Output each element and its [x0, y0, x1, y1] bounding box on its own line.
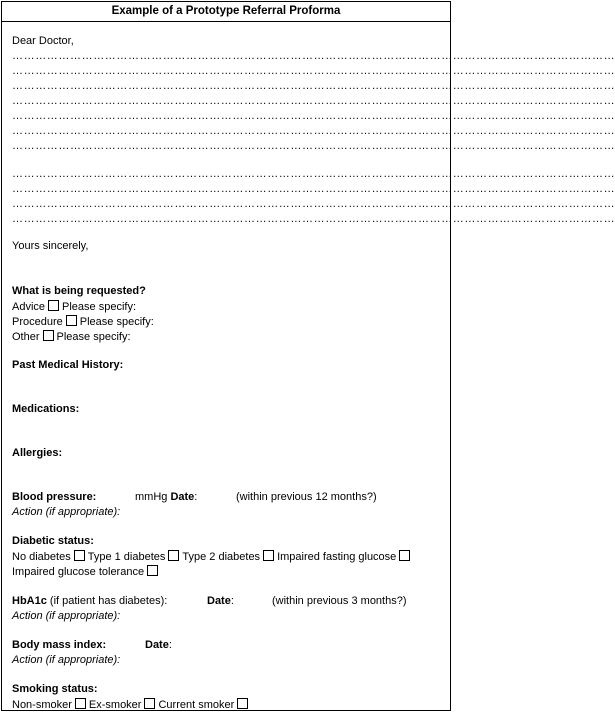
- bmi-date: [145, 639, 172, 652]
- advice-checkbox[interactable]: [48, 300, 59, 311]
- closing: Yours sincerely,: [12, 240, 89, 252]
- hba1c-label: HbA1c: [12, 595, 47, 607]
- other-checkbox[interactable]: [43, 330, 54, 341]
- ifg-checkbox[interactable]: [399, 550, 410, 561]
- bmi-action: Action (if appropriate):: [12, 654, 121, 666]
- dotted-line[interactable]: …………………………………………………………………………………………………………………………………………: [12, 140, 615, 152]
- bp-date-label: Date: [170, 491, 195, 503]
- igt-label: Impaired glucose tolerance: [12, 566, 145, 578]
- dotted-line[interactable]: …………………………………………………………………………………………………………………………………………: [12, 95, 615, 107]
- advice-label: Advice: [12, 301, 46, 313]
- procedure-label: Procedure: [12, 316, 63, 328]
- hba1c-row: [12, 595, 167, 608]
- dotted-line[interactable]: …………………………………………………………………………………………………………………………………………: [12, 80, 615, 92]
- blood-pressure-label: Blood pressure:: [12, 491, 97, 503]
- allergies-heading: Allergies:: [12, 447, 63, 459]
- hba1c-window: (within previous 3 months?): [272, 595, 407, 607]
- current-smoker-label: Current smoker: [158, 699, 235, 711]
- ex-smoker-checkbox[interactable]: [144, 698, 155, 709]
- no-diabetes-label: No diabetes: [12, 551, 71, 563]
- bp-date-colon: :: [194, 491, 198, 503]
- dotted-line[interactable]: …………………………………………………………………………………………………………………………………………: [12, 65, 615, 77]
- request-other-row: [12, 330, 131, 344]
- dotted-line[interactable]: …………………………………………………………………………………………………………………………………………: [12, 198, 615, 210]
- other-label: Other: [12, 331, 40, 343]
- hba1c-date-colon: :: [230, 595, 234, 607]
- bmi-date-colon: :: [168, 639, 172, 651]
- diabetic-options-row-2: [12, 565, 161, 579]
- other-specify-label: Please specify:: [56, 331, 131, 343]
- dotted-line[interactable]: …………………………………………………………………………………………………………………………………………: [12, 168, 615, 180]
- bp-action: Action (if appropriate):: [12, 506, 121, 518]
- hba1c-date: [207, 595, 234, 608]
- type2-label: Type 2 diabetes: [182, 551, 261, 563]
- salutation: Dear Doctor,: [12, 35, 74, 47]
- hba1c-qualifier: (if patient has diabetes):: [49, 595, 168, 607]
- diabetic-options-row: [12, 550, 413, 564]
- past-medical-history-heading: Past Medical History:: [12, 359, 124, 371]
- igt-checkbox[interactable]: [147, 565, 158, 576]
- bmi-label: Body mass index:: [12, 639, 107, 651]
- hba1c-action: Action (if appropriate):: [12, 610, 121, 622]
- type1-checkbox[interactable]: [168, 550, 179, 561]
- dotted-line[interactable]: …………………………………………………………………………………………………………………………………………: [12, 50, 615, 62]
- procedure-specify-label: Please specify:: [79, 316, 154, 328]
- dotted-line[interactable]: …………………………………………………………………………………………………………………………………………: [12, 110, 615, 122]
- request-heading: What is being requested?: [12, 285, 146, 297]
- diabetic-status-heading: Diabetic status:: [12, 535, 94, 547]
- current-smoker-checkbox[interactable]: [237, 698, 248, 709]
- no-diabetes-checkbox[interactable]: [74, 550, 85, 561]
- request-advice-row: [12, 300, 136, 314]
- smoking-status-heading: Smoking status:: [12, 683, 98, 695]
- procedure-checkbox[interactable]: [66, 315, 77, 326]
- medications-heading: Medications:: [12, 403, 80, 415]
- type1-label: Type 1 diabetes: [87, 551, 166, 563]
- smoking-options-row: [12, 698, 251, 712]
- bp-unit: mmHg: [135, 491, 168, 503]
- proforma-frame: [1, 1, 615, 711]
- ex-smoker-label: Ex-smoker: [88, 699, 142, 711]
- bp-window: (within previous 12 months?): [236, 491, 377, 503]
- ifg-label: Impaired fasting glucose: [277, 551, 397, 563]
- type2-checkbox[interactable]: [263, 550, 274, 561]
- dotted-line[interactable]: …………………………………………………………………………………………………………………………………………: [12, 125, 615, 137]
- dotted-line[interactable]: …………………………………………………………………………………………………………………………………………: [12, 183, 615, 195]
- bmi-date-label: Date: [145, 639, 169, 651]
- document-title: Example of a Prototype Referral Proforma: [2, 2, 450, 22]
- dotted-line[interactable]: …………………………………………………………………………………………………………………………………………: [12, 213, 615, 225]
- request-procedure-row: [12, 315, 154, 329]
- non-smoker-checkbox[interactable]: [75, 698, 86, 709]
- hba1c-date-label: Date: [207, 595, 231, 607]
- non-smoker-label: Non-smoker: [12, 699, 72, 711]
- advice-specify-label: Please specify:: [62, 301, 137, 313]
- blood-pressure-unit-date: [135, 491, 197, 504]
